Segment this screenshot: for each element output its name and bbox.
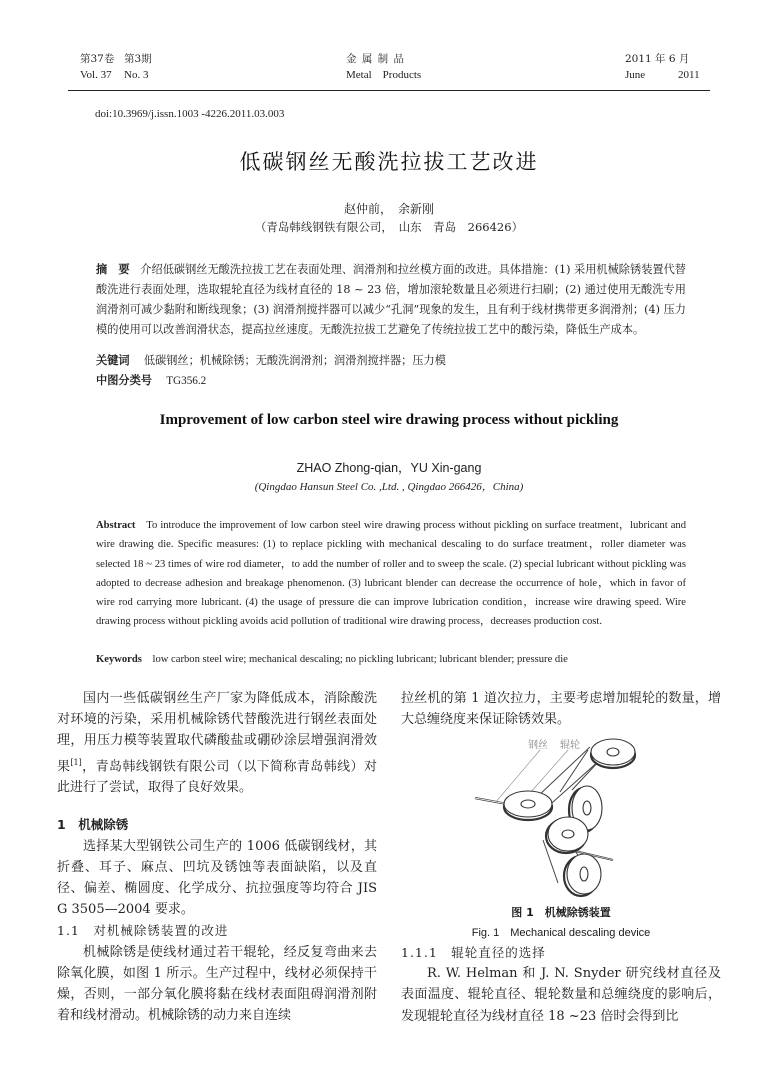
journal-title-cn: 金 属 制 品	[346, 53, 406, 65]
issue-year-en: 2011	[678, 69, 700, 81]
abstract-cn-label: 摘 要	[96, 263, 130, 276]
body-right-column	[401, 688, 721, 730]
volume-en: Vol. 37	[80, 69, 112, 81]
rollers	[504, 739, 635, 896]
abstract-cn-text: 介绍低碳钢丝无酸洗拉拔工艺在表面处理、润滑剂和拉丝模方面的改进。具体措施：(1) 采用机械除锈装置代替酸洗进行表面处理，选取辊轮直径为线材直径的 18 ~ 23 倍，增加滚轮数量且必须进行扫刷；(2) 通过使用无酸洗专用润滑剂可减少黏附和断线现象；(3) 润滑剂搅拌器可以减少“孔洞”现象的发生，且有利于线材携带更多润滑剂；(4) 压力模的使用可以改善润滑状态，提高拉丝速度。无酸洗拉拔工艺避免了传统拉拔工艺中的酸污染，降低生产成本。	[96, 263, 686, 336]
descaling-device-diagram	[440, 730, 640, 900]
classification-code: TG356.2	[166, 375, 207, 387]
title-en: Improvement of low carbon steel wire drawing process without pickling	[159, 412, 619, 428]
intro-paragraph	[57, 688, 377, 798]
figure-1	[440, 730, 640, 900]
keywords-en-label: Keywords	[96, 654, 142, 665]
section-1-1-1-paragraph: R. W. Helman 和 J. N. Snyder 研究线材直径及表面温度、辊轮直径、辊轮数量和总缠绕度的影响后，发现辊轮直径为线材直径 18 ~23 倍时会得到比	[401, 966, 721, 1024]
label-roller: 辊轮	[560, 740, 580, 751]
body-left-column	[57, 688, 377, 1026]
abstract-en-label: Abstract	[96, 520, 136, 531]
intro-text: 国内一些低碳钢丝生产厂家为降低成本，消除酸洗对环境的污染，采用机械除锈代替酸洗进行钢丝表面处理，用压力模等装置取代磷酸盐或硼砂涂层增强润滑效果	[57, 691, 377, 774]
classification-label: 中图分类号	[96, 374, 152, 387]
section-1-heading: 1 机械除锈	[57, 817, 129, 833]
figure-1-caption-cn: 图 1 机械除锈装置	[511, 906, 611, 919]
keywords-cn	[96, 351, 686, 371]
keywords-en-text: low carbon steel wire; mechanical descaling; no pickling lubricant; lubricant blender; pressure die	[152, 654, 568, 665]
affiliation-cn: （青岛韩线钢铁有限公司， 山东 青岛 266426）	[254, 220, 524, 234]
continued-paragraph: 拉丝机的第 1 道次拉力，主要考虑增加辊轮的数量，增大总缠绕度来保证除锈效果。	[401, 691, 721, 728]
running-header	[0, 0, 778, 90]
keywords-cn-text: 低碳钢丝；机械除锈；无酸洗润滑剂；润滑剂搅拌器；压力模	[143, 354, 446, 367]
section-1-1-1-heading: 1.1.1 辊轮直径的选择	[401, 945, 546, 960]
abstract-cn	[96, 260, 686, 340]
issue-date-cn: 2011 年 6 月	[625, 53, 690, 65]
volume-cn: 第37卷	[80, 53, 115, 65]
citation-ref[interactable]: [1]	[70, 757, 82, 767]
issue-cn: 第3期	[124, 53, 152, 65]
doi[interactable]: doi:10.3969/j.issn.1003 -4226.2011.03.003	[95, 108, 285, 120]
figure-1-caption-en: Fig. 1 Mechanical descaling device	[471, 927, 651, 939]
classification-number	[96, 371, 686, 391]
affiliation-en: (Qingdao Hansun Steel Co. ,Ltd. , Qingdao 266426，China)	[254, 481, 524, 493]
title-cn: 低碳钢丝无酸洗拉拔工艺改进	[239, 150, 539, 174]
label-wire: 钢丝	[528, 740, 548, 751]
authors-en: ZHAO Zhong-qian，YU Xin-gang	[296, 461, 482, 475]
section-1-paragraph: 选择某大型钢铁公司生产的 1006 低碳钢线材，其折叠、耳子、麻点、凹坑及锈蚀等表面缺陷，以及直径、偏差、椭圆度、化学成分、抗拉强度等均符合 JIS G 3505—2004 要求。	[57, 838, 377, 918]
header-rule	[68, 90, 710, 91]
issue-month-en: June	[625, 69, 646, 81]
abstract-en	[96, 516, 686, 632]
roller-1	[504, 791, 552, 820]
journal-title-en: Metal Products	[346, 69, 422, 81]
section-1-1-paragraph: 机械除锈是使线材通过若干辊轮，经反复弯曲来去除氧化膜，如图 1 所示。生产过程中，线材必须保持干燥，否则，一部分氧化膜将黏在线材表面阻碍润滑剂附着和线材滑动。机械除锈的动力来自连续	[57, 944, 377, 1024]
keywords-cn-label: 关键词	[96, 354, 130, 367]
body-right-column-lower	[401, 942, 721, 1027]
keywords-en	[96, 650, 686, 669]
intro-text-continued: ，青岛韩线钢铁有限公司（以下简称青岛韩线）对此进行了尝试，取得了良好效果。	[57, 758, 377, 796]
roller-4	[546, 817, 588, 853]
roller-5	[564, 854, 601, 896]
issue-en: No. 3	[124, 69, 149, 81]
authors-cn: 赵仲前， 余新刚	[343, 202, 434, 216]
abstract-en-text: To introduce the improvement of low carbon steel wire drawing process without pickling on surface treatment，lubricant and wire drawing die. Specific measures: (1) to replace pickling with mechanical descaling to do surface treatment，roller diameter was selected 18 ~ 23 times of wire rod diameter，to add the number of roller and to sweep the scale. (2) special lubricant without pickling was adopted to decrease adhesion and breakage phenomenon. (3) lubricant blender can decrease the occurrence of hole，which in favor of wire rod carrying more lubricant. (4) the usage of pressure die can improve lubrication condition，increase wire drawing speed. Wire drawing process without pickling avoids acid pollution of traditional wire drawing process，decreases production cost.	[96, 520, 686, 628]
roller-2	[591, 739, 635, 768]
leader-line-roller	[530, 750, 568, 793]
section-1-1-heading: 1.1 对机械除锈装置的改进	[57, 923, 229, 939]
